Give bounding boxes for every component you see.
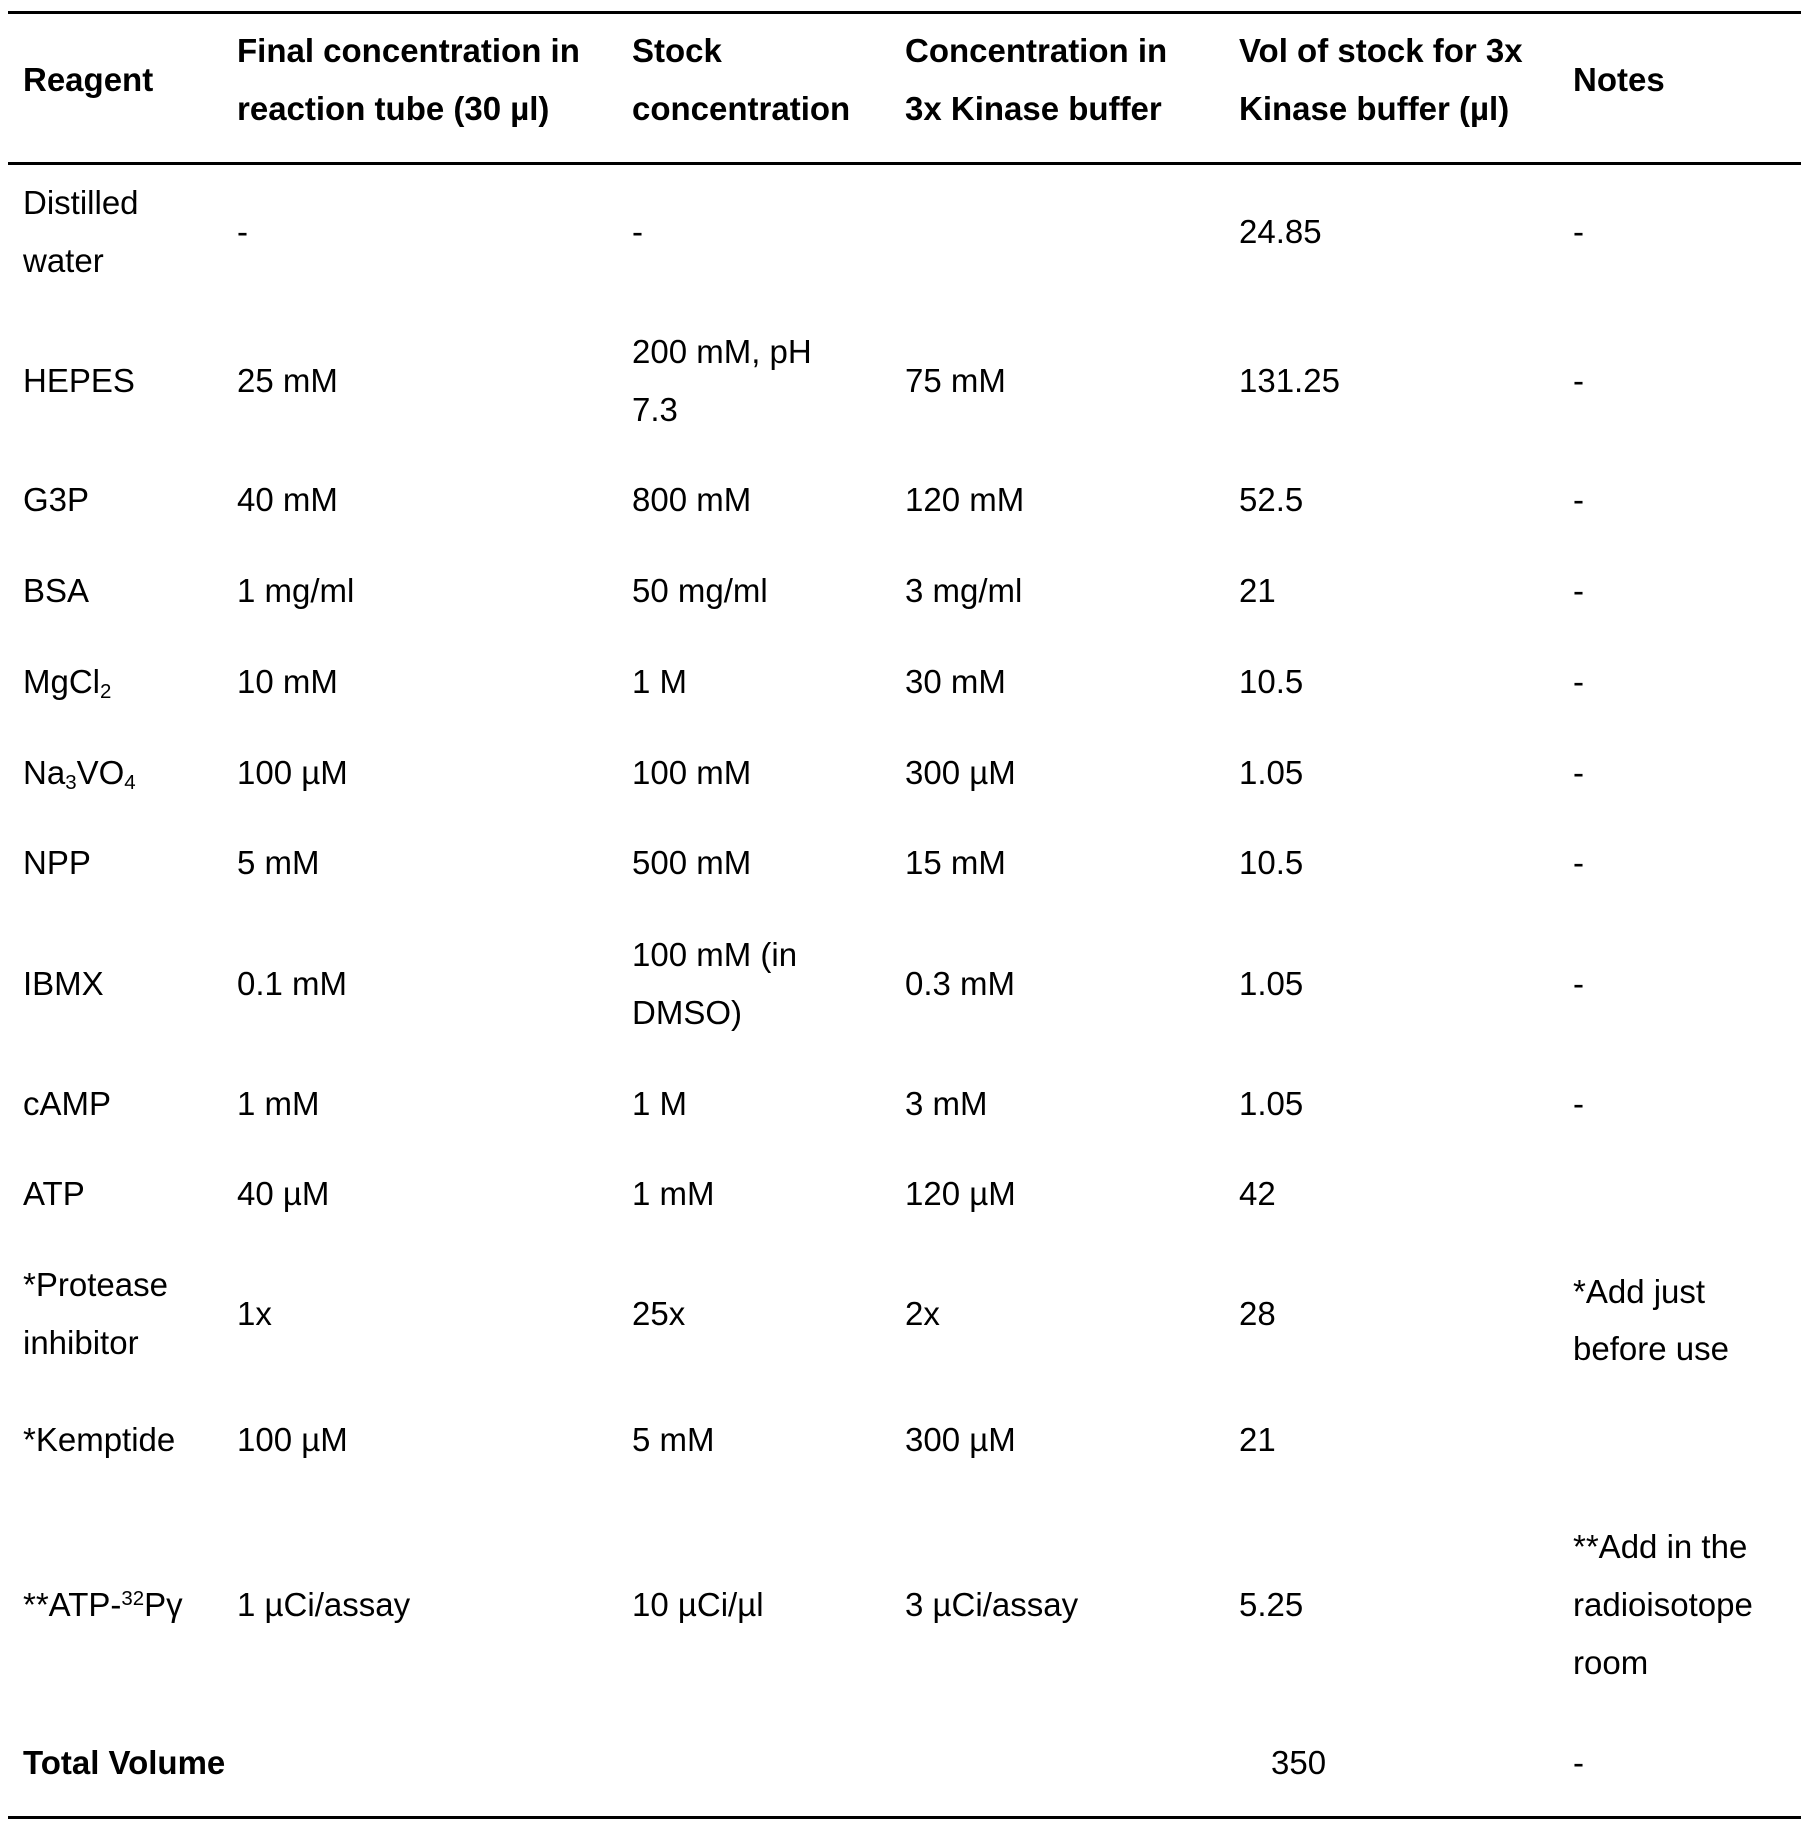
cell-conc3x: 300 µM — [905, 1421, 1016, 1458]
cell-stock: 100 mM — [632, 754, 752, 791]
cell-notes: radioisotope — [1573, 1586, 1753, 1623]
cell-reagent: inhibitor — [23, 1324, 139, 1361]
cell-reagent: G3P — [23, 481, 90, 518]
header-final-concentration-line1: Final concentration in — [237, 32, 580, 69]
cell-conc3x: 300 µM — [905, 754, 1016, 791]
cell-final: 1 mg/ml — [237, 572, 355, 609]
cell-stock: 50 mg/ml — [632, 572, 768, 609]
cell-stock: 25x — [632, 1295, 686, 1332]
header-stock-line1: Stock — [632, 32, 722, 69]
reagent-subscript: 3 — [65, 771, 77, 795]
cell-vol: 1.05 — [1239, 1085, 1304, 1122]
cell-stock: 100 mM (in — [632, 936, 798, 973]
cell-reagent: BSA — [23, 572, 90, 609]
cell-reagent — [23, 653, 111, 711]
cell-final: 25 mM — [237, 362, 338, 399]
cell-stock: 800 mM — [632, 481, 752, 518]
cell-conc3x: 120 µM — [905, 1175, 1016, 1212]
cell-vol: 21 — [1239, 1421, 1276, 1458]
cell-conc3x: 30 mM — [905, 663, 1006, 700]
table-bottom-rule — [8, 1816, 1801, 1819]
cell-vol: 24.85 — [1239, 213, 1322, 250]
reagent-formula-part: Na — [23, 754, 66, 791]
cell-final: 1x — [237, 1295, 272, 1332]
table-top-rule — [8, 11, 1801, 14]
header-conc3x-line2: 3x Kinase buffer — [905, 90, 1162, 127]
header-vol-line1: Vol of stock for 3x — [1239, 32, 1523, 69]
reagent-subscript: 2 — [100, 680, 112, 704]
cell-reagent: cAMP — [23, 1085, 112, 1122]
cell-final: 0.1 mM — [237, 965, 348, 1002]
cell-final: 100 µM — [237, 1421, 348, 1458]
cell-final: - — [237, 213, 248, 250]
cell-stock: 1 mM — [632, 1175, 715, 1212]
cell-notes: **Add in the — [1573, 1528, 1748, 1565]
cell-conc3x: 3 mg/ml — [905, 572, 1023, 609]
cell-stock: DMSO) — [632, 994, 742, 1031]
cell-notes: *Add just — [1573, 1273, 1706, 1310]
cell-notes: - — [1573, 572, 1584, 609]
cell-conc3x: 2x — [905, 1295, 940, 1332]
reagent-formula-part: VO — [76, 754, 125, 791]
total-volume-label: Total Volume — [23, 1744, 226, 1781]
reagent-subscript: 4 — [124, 771, 136, 795]
cell-reagent: Distilled — [23, 184, 139, 221]
cell-final: 100 µM — [237, 754, 348, 791]
cell-notes: - — [1573, 965, 1584, 1002]
cell-vol: 1.05 — [1239, 965, 1304, 1002]
cell-reagent: ATP — [23, 1175, 85, 1212]
cell-notes: - — [1573, 362, 1584, 399]
cell-reagent: *Protease — [23, 1266, 168, 1303]
table-header-rule — [8, 162, 1801, 165]
cell-reagent: water — [23, 242, 104, 279]
cell-notes: - — [1573, 213, 1584, 250]
header-conc3x-line1: Concentration in — [905, 32, 1168, 69]
cell-final: 5 mM — [237, 844, 320, 881]
cell-conc3x: 3 mM — [905, 1085, 988, 1122]
cell-notes: - — [1573, 663, 1584, 700]
cell-final: 1 µCi/assay — [237, 1586, 411, 1623]
total-volume-value: 350 — [1271, 1744, 1327, 1781]
cell-reagent: *Kemptide — [23, 1421, 176, 1458]
cell-conc3x: 120 mM — [905, 481, 1025, 518]
cell-reagent: IBMX — [23, 965, 104, 1002]
cell-vol: 10.5 — [1239, 844, 1304, 881]
cell-vol: 52.5 — [1239, 481, 1304, 518]
cell-vol: 1.05 — [1239, 754, 1304, 791]
cell-final: 1 mM — [237, 1085, 320, 1122]
cell-notes: - — [1573, 754, 1584, 791]
cell-vol: 131.25 — [1239, 362, 1340, 399]
cell-conc3x: 15 mM — [905, 844, 1006, 881]
cell-notes: - — [1573, 1085, 1584, 1122]
total-volume-notes: - — [1573, 1744, 1584, 1781]
cell-conc3x: 3 µCi/assay — [905, 1586, 1079, 1623]
header-reagent: Reagent — [23, 61, 154, 98]
reagent-formula-part: MgCl — [23, 663, 101, 700]
cell-vol: 42 — [1239, 1175, 1276, 1212]
cell-stock: 1 M — [632, 663, 688, 700]
cell-stock: 200 mM, pH — [632, 333, 812, 370]
cell-conc3x: 0.3 mM — [905, 965, 1016, 1002]
reagent-formula-part: **ATP- — [23, 1586, 122, 1623]
cell-final: 40 µM — [237, 1175, 330, 1212]
cell-vol: 28 — [1239, 1295, 1276, 1332]
cell-reagent — [23, 1576, 183, 1634]
cell-final: 10 mM — [237, 663, 338, 700]
cell-vol: 10.5 — [1239, 663, 1304, 700]
cell-stock: 10 µCi/µl — [632, 1586, 764, 1623]
cell-reagent: NPP — [23, 844, 91, 881]
cell-vol: 5.25 — [1239, 1586, 1304, 1623]
cell-stock: 7.3 — [632, 391, 678, 428]
cell-stock: 5 mM — [632, 1421, 715, 1458]
reagent-superscript: 32 — [121, 1586, 145, 1610]
header-stock-line2: concentration — [632, 90, 851, 127]
cell-stock: 1 M — [632, 1085, 688, 1122]
cell-notes: before use — [1573, 1330, 1729, 1367]
cell-conc3x: 75 mM — [905, 362, 1006, 399]
cell-stock: 500 mM — [632, 844, 752, 881]
cell-reagent — [23, 744, 136, 802]
header-vol-line2: Kinase buffer (µl) — [1239, 90, 1510, 127]
cell-notes: - — [1573, 844, 1584, 881]
cell-final: 40 mM — [237, 481, 338, 518]
header-final-concentration-line2: reaction tube (30 µl) — [237, 90, 550, 127]
cell-notes: - — [1573, 481, 1584, 518]
cell-notes: room — [1573, 1644, 1649, 1681]
cell-stock: - — [632, 213, 643, 250]
cell-reagent: HEPES — [23, 362, 135, 399]
header-notes: Notes — [1573, 61, 1665, 98]
cell-vol: 21 — [1239, 572, 1276, 609]
reagent-formula-part: Pγ — [144, 1586, 183, 1623]
